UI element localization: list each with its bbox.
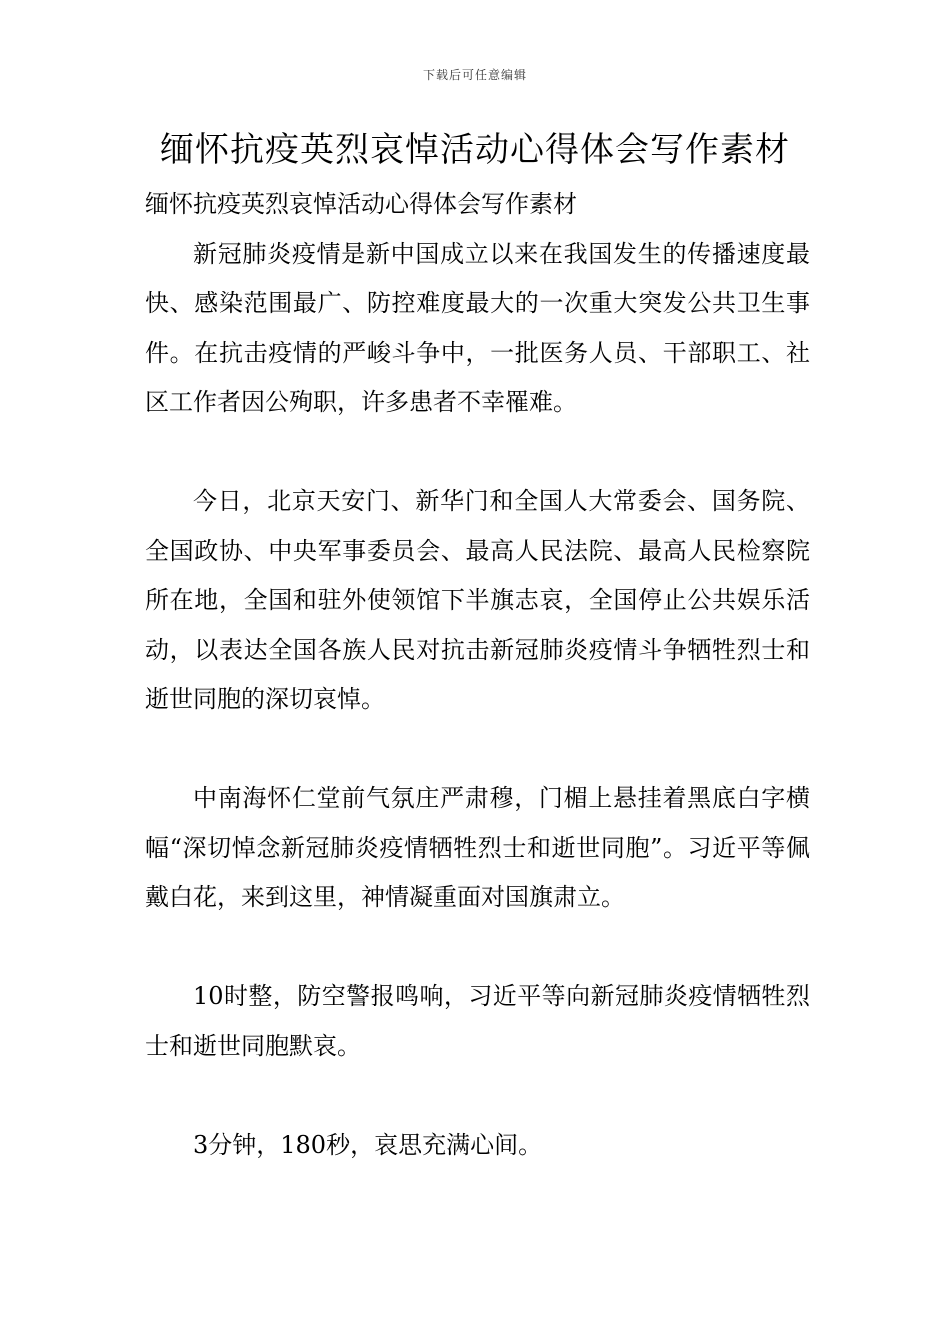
document-body xyxy=(145,180,810,1170)
paragraph-4: 10时整，防空警报鸣响，习近平等向新冠肺炎疫情牺牲烈士和逝世同胞默哀。 xyxy=(145,982,810,1060)
document-title: 缅怀抗疫英烈哀悼活动心得体会写作素材 xyxy=(160,130,790,170)
paragraph-1: 新冠肺炎疫情是新中国成立以来在我国发生的传播速度最快、感染范围最广、防控难度最大的一次重大突发公共卫生事件。在抗击疫情的严峻斗争中，一批医务人员、干部职工、社区工作者因公殉职，许多患者不幸罹难。 xyxy=(145,239,810,416)
paragraph-spacer xyxy=(145,923,810,973)
paragraph-2: 今日，北京天安门、新华门和全国人大常委会、国务院、全国政协、中央军事委员会、最高人民法院、最高人民检察院所在地，全国和驻外使领馆下半旗志哀，全国停止公共娱乐活动，以表达全国各族人民对抗击新冠肺炎疫情斗争牺牲烈士和逝世同胞的深切哀悼。 xyxy=(145,487,810,713)
paragraph-5: 3分钟，180秒，哀思充满心间。 xyxy=(193,1130,543,1159)
paragraph-spacer xyxy=(145,1071,810,1121)
paragraph-3: 中南海怀仁堂前气氛庄严肃穆，门楣上悬挂着黑底白字横幅“深切悼念新冠肺炎疫情牺牲烈士和逝世同胞”。习近平等佩戴白花，来到这里，神情凝重面对国旗肃立。 xyxy=(145,784,810,911)
header-note: 下载后可任意编辑 xyxy=(422,68,527,82)
paragraph-spacer xyxy=(145,725,810,775)
paragraph-spacer xyxy=(145,428,810,478)
document-subtitle: 缅怀抗疫英烈哀悼活动心得体会写作素材 xyxy=(145,190,577,218)
